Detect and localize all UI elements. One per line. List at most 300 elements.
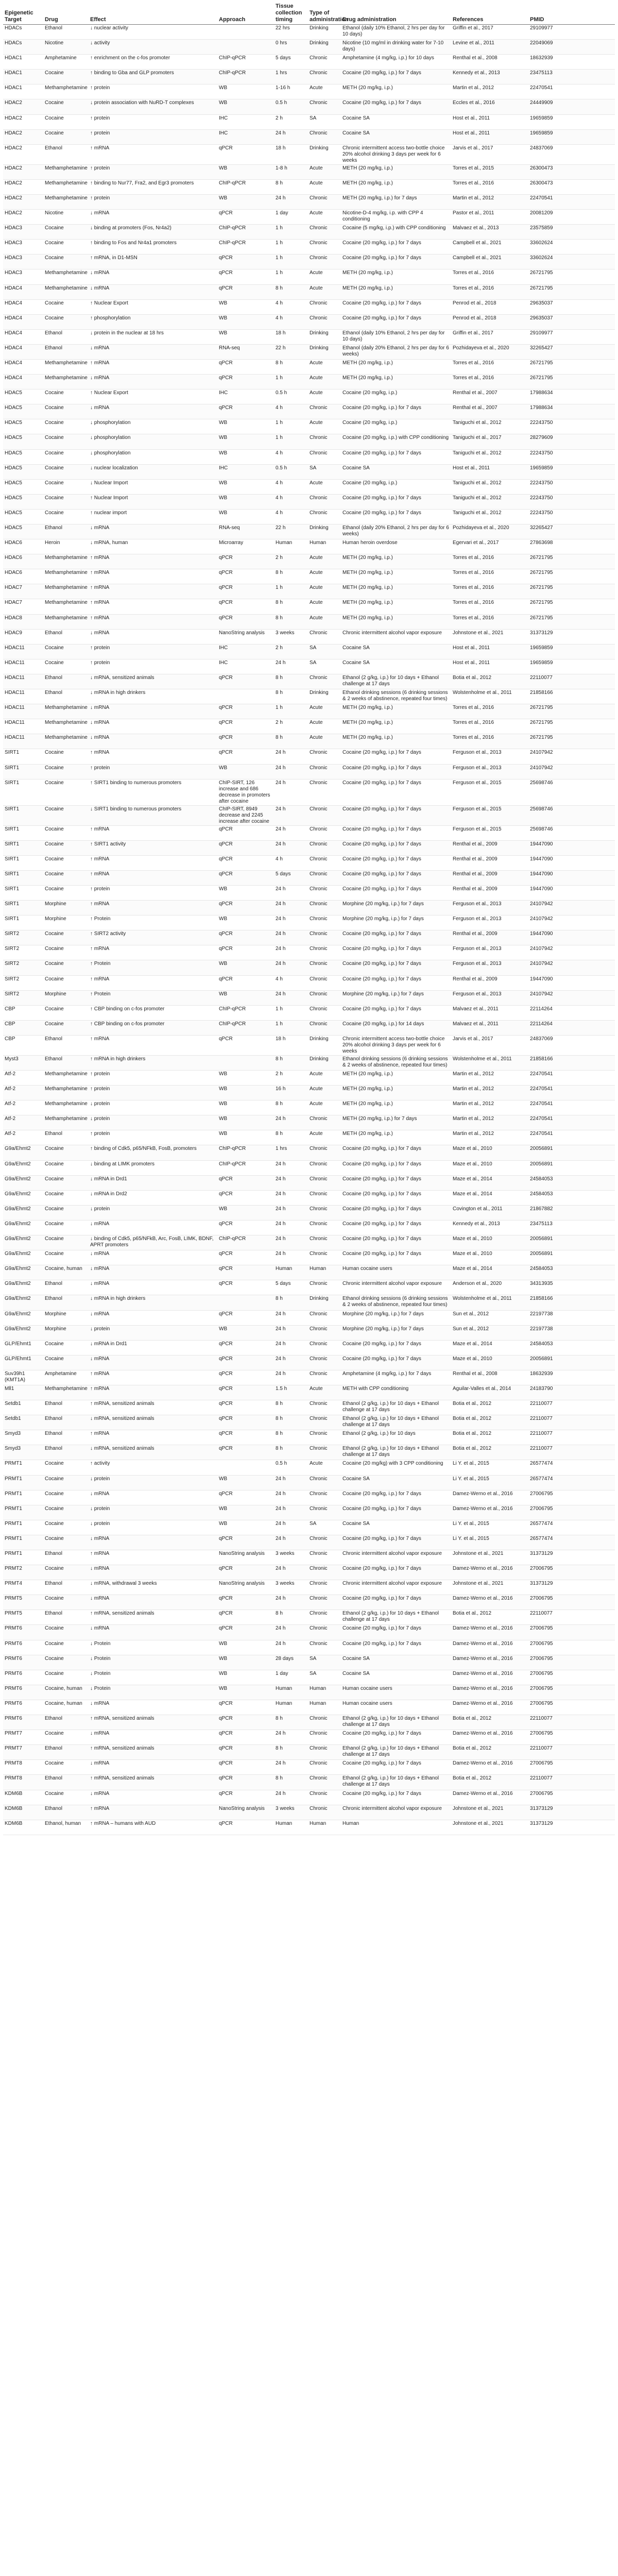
approach-cell: [217, 1295, 274, 1310]
table-row: [3, 1370, 615, 1385]
tissue-timing-cell: 18 h: [274, 144, 308, 164]
approach-cell: NanoString analysis: [217, 1805, 274, 1820]
effect-cell: ↓ protein: [89, 1325, 217, 1340]
tissue-timing-cell: 1 h: [274, 419, 308, 434]
administration-type-cell: Chronic: [308, 1475, 341, 1490]
tissue-timing-cell: 24 h: [274, 1730, 308, 1745]
approach-cell: qPCR: [217, 870, 274, 885]
reference-cell: Torres et al., 2016: [451, 375, 528, 389]
table-row: [3, 1475, 615, 1490]
drug-administration-cell: METH (20 mg/kg, i.p.): [341, 269, 451, 284]
approach-cell: qPCR: [217, 1730, 274, 1745]
pmid-cell: 22470541: [528, 1086, 615, 1100]
drug-administration-cell: Ethanol (daily 20% Ethanol, 2 hrs per day for 6 weeks): [341, 344, 451, 359]
reference-cell: Sun et al., 2012: [451, 1325, 528, 1340]
administration-type-cell: Chronic: [308, 629, 341, 644]
table-row: [3, 704, 615, 719]
epigenetic-target-cell: PRMT6: [3, 1670, 43, 1685]
epigenetic-target-cell: HDAC11: [3, 704, 43, 719]
approach-cell: ChIP-SIRT, 126 increase and 686 decrease in promoters after cocaine: [217, 779, 274, 805]
table-row: [3, 269, 615, 284]
epigenetic-target-cell: G9a/Ehmt2: [3, 1325, 43, 1340]
table-row: [3, 599, 615, 614]
reference-cell: Maze et al., 2014: [451, 1265, 528, 1280]
pmid-cell: 31373129: [528, 629, 615, 644]
epigenetic-target-cell: HDAC1: [3, 55, 43, 70]
pmid-cell: 22110077: [528, 1445, 615, 1460]
effect-cell: ↓ mRNA: [89, 1280, 217, 1295]
reference-cell: Jarvis et al., 2017: [451, 1035, 528, 1055]
drug-cell: Cocaine: [43, 1730, 89, 1745]
pmid-cell: 26577474: [528, 1460, 615, 1475]
tissue-timing-cell: 24 h: [274, 1505, 308, 1520]
administration-type-cell: Chronic: [308, 1325, 341, 1340]
administration-type-cell: Drinking: [308, 40, 341, 55]
epigenetic-target-cell: G9a/Ehmt2: [3, 1295, 43, 1310]
drug-administration-cell: Cocaine (20 mg/kg, i.p.) for 7 days: [341, 70, 451, 84]
effect-cell: ↑ binding to Fos and Nr4a1 promoters: [89, 240, 217, 255]
approach-cell: qPCR: [217, 1430, 274, 1445]
effect-cell: ↑ mRNA: [89, 1035, 217, 1055]
epigenetic-target-cell: PRMT6: [3, 1625, 43, 1640]
effect-cell: ↑ protein: [89, 1086, 217, 1100]
effect-cell: ↑ protein: [89, 885, 217, 900]
table-row: [3, 1595, 615, 1610]
pmid-cell: 26721795: [528, 375, 615, 389]
drug-cell: Cocaine: [43, 1505, 89, 1520]
tissue-timing-cell: 24 h: [274, 1175, 308, 1190]
drug-cell: Ethanol: [43, 329, 89, 344]
effect-cell: ↓ protein: [89, 1505, 217, 1520]
pmid-cell: 22110077: [528, 1610, 615, 1625]
drug-cell: Ethanol: [43, 1550, 89, 1565]
table-row: [3, 164, 615, 179]
pmid-cell: 22470541: [528, 84, 615, 99]
effect-cell: ↑ mRNA, sensitized animals: [89, 1715, 217, 1730]
pmid-cell: 19659859: [528, 464, 615, 479]
reference-cell: Renthal et al., 2009: [451, 930, 528, 945]
effect-cell: ↑ protein: [89, 129, 217, 144]
drug-administration-cell: Morphine (20 mg/kg, i.p.) for 7 days: [341, 990, 451, 1005]
effect-cell: ↑ protein: [89, 1071, 217, 1086]
tissue-timing-cell: 0.5 h: [274, 389, 308, 404]
approach-cell: ChIP-qPCR: [217, 55, 274, 70]
table-row: [3, 840, 615, 855]
reference-cell: Martin et al., 2012: [451, 1130, 528, 1145]
effect-cell: ↓ protein: [89, 1205, 217, 1220]
table-row: [3, 749, 615, 764]
tissue-timing-cell: 24 h: [274, 1205, 308, 1220]
administration-type-cell: Chronic: [308, 1005, 341, 1020]
administration-type-cell: Drinking: [308, 1055, 341, 1070]
tissue-timing-cell: 8 h: [274, 284, 308, 299]
epigenetic-target-cell: HDAC11: [3, 644, 43, 659]
table-row: [3, 404, 615, 419]
administration-type-cell: Chronic: [308, 129, 341, 144]
epigenetic-target-cell: HDAC5: [3, 494, 43, 509]
drug-cell: Cocaine: [43, 1790, 89, 1805]
approach-cell: qPCR: [217, 1715, 274, 1730]
pmid-cell: 24107942: [528, 960, 615, 975]
drug-cell: Cocaine: [43, 419, 89, 434]
tissue-timing-cell: 1 h: [274, 1020, 308, 1035]
reference-cell: Torres et al., 2016: [451, 554, 528, 569]
reference-cell: Martin et al., 2012: [451, 1115, 528, 1130]
tissue-timing-cell: 3 weeks: [274, 1805, 308, 1820]
administration-type-cell: Chronic: [308, 945, 341, 960]
table-row: [3, 1430, 615, 1445]
drug-administration-cell: METH (20 mg/kg, i.p.): [341, 1071, 451, 1086]
tissue-timing-cell: 24 h: [274, 805, 308, 825]
administration-type-cell: Acute: [308, 719, 341, 734]
effect-cell: ↑ mRNA, in D1-MSN: [89, 255, 217, 269]
effect-cell: ↓ Nuclear Import: [89, 479, 217, 494]
tissue-timing-cell: 4 h: [274, 314, 308, 329]
table-row: [3, 299, 615, 314]
reference-cell: Griffin et al., 2017: [451, 329, 528, 344]
drug-administration-cell: Cocaine (20 mg/kg, i.p.) for 7 days: [341, 975, 451, 990]
drug-administration-cell: Cocaine (20 mg/kg, i.p.) for 7 days: [341, 870, 451, 885]
effect-cell: ↓ protein in the nuclear at 18 hrs: [89, 329, 217, 344]
approach-cell: [217, 25, 274, 40]
table-row: [3, 734, 615, 749]
effect-cell: ↓ mRNA in Drd1: [89, 1175, 217, 1190]
tissue-timing-cell: 4 h: [274, 299, 308, 314]
approach-cell: qPCR: [217, 1310, 274, 1325]
epigenetic-target-cell: HDAC1: [3, 70, 43, 84]
effect-cell: ↓ mRNA: [89, 1220, 217, 1235]
data-table: [3, 2, 615, 1835]
drug-cell: Methamphetamine: [43, 194, 89, 209]
administration-type-cell: Human: [308, 1685, 341, 1700]
administration-type-cell: SA: [308, 1670, 341, 1685]
approach-cell: qPCR: [217, 674, 274, 689]
drug-administration-cell: Cocaine (20 mg/kg, i.p.) for 7 days: [341, 840, 451, 855]
approach-cell: IHC: [217, 389, 274, 404]
drug-cell: Cocaine: [43, 1655, 89, 1670]
pmid-cell: 20081209: [528, 210, 615, 225]
reference-cell: Ferguson et al., 2015: [451, 779, 528, 805]
pmid-cell: 27006795: [528, 1490, 615, 1505]
effect-cell: ↓ mRNA, human: [89, 539, 217, 554]
tissue-timing-cell: 0.5 h: [274, 1460, 308, 1475]
effect-cell: ↑ protein: [89, 194, 217, 209]
approach-cell: WB: [217, 1325, 274, 1340]
reference-cell: Host et al., 2011: [451, 644, 528, 659]
epigenetic-target-cell: SIRT1: [3, 825, 43, 840]
epigenetic-target-cell: Suv39h1 (KMT1A): [3, 1370, 43, 1385]
tissue-timing-cell: 18 h: [274, 329, 308, 344]
drug-administration-cell: Chronic intermittent alcohol vapor exposure: [341, 1280, 451, 1295]
effect-cell: ↑ binding to Gba and GLP promoters: [89, 70, 217, 84]
drug-cell: Cocaine: [43, 764, 89, 779]
reference-cell: Torres et al., 2016: [451, 614, 528, 629]
drug-cell: Cocaine: [43, 494, 89, 509]
administration-type-cell: Acute: [308, 734, 341, 749]
drug-cell: Ethanol: [43, 1280, 89, 1295]
drug-administration-cell: Ethanol (2 g/kg, i.p.) for 10 days: [341, 1430, 451, 1445]
reference-cell: Damez-Werno et al., 2016: [451, 1655, 528, 1670]
administration-type-cell: Chronic: [308, 225, 341, 240]
epigenetic-target-cell: HDAC5: [3, 479, 43, 494]
pmid-cell: 27006795: [528, 1565, 615, 1580]
reference-cell: Taniguchi et al., 2017: [451, 434, 528, 449]
reference-cell: Damez-Werno et al., 2016: [451, 1760, 528, 1775]
administration-type-cell: Chronic: [308, 1400, 341, 1415]
table-row: [3, 225, 615, 240]
pmid-cell: 24107942: [528, 901, 615, 916]
pmid-cell: 22470541: [528, 1115, 615, 1130]
tissue-timing-cell: 5 days: [274, 55, 308, 70]
drug-administration-cell: METH (20 mg/kg, i.p.): [341, 719, 451, 734]
drug-administration-cell: Morphine (20 mg/kg, i.p.) for 7 days: [341, 901, 451, 916]
epigenetic-target-cell: HDAC4: [3, 299, 43, 314]
drug-cell: Methamphetamine: [43, 164, 89, 179]
approach-cell: WB: [217, 1670, 274, 1685]
approach-cell: qPCR: [217, 1035, 274, 1055]
administration-type-cell: Chronic: [308, 805, 341, 825]
administration-type-cell: Chronic: [308, 1595, 341, 1610]
pmid-cell: 26577474: [528, 1535, 615, 1550]
table-row: [3, 1250, 615, 1265]
pmid-cell: 17988634: [528, 389, 615, 404]
drug-cell: Cocaine: [43, 855, 89, 870]
epigenetic-target-cell: SIRT1: [3, 916, 43, 930]
administration-type-cell: Chronic: [308, 1745, 341, 1760]
drug-administration-cell: Chronic intermittent access two-bottle choice 20% alcohol drinking 3 days per week for 6 weeks: [341, 1035, 451, 1055]
administration-type-cell: Chronic: [308, 764, 341, 779]
drug-administration-cell: METH (20 mg/kg, i.p.): [341, 359, 451, 374]
table-row: [3, 449, 615, 464]
administration-type-cell: Acute: [308, 704, 341, 719]
pmid-cell: 27006795: [528, 1655, 615, 1670]
epigenetic-target-cell: Smyd3: [3, 1445, 43, 1460]
table-row: [3, 916, 615, 930]
pmid-cell: 31373129: [528, 1550, 615, 1565]
epigenetic-target-cell: Mll1: [3, 1385, 43, 1400]
pmid-cell: 22110077: [528, 1400, 615, 1415]
reference-cell: Wolstenholme et al., 2011: [451, 1295, 528, 1310]
pmid-cell: 24107942: [528, 749, 615, 764]
approach-cell: WB: [217, 1115, 274, 1130]
reference-cell: Host et al., 2011: [451, 464, 528, 479]
approach-cell: ChIP-qPCR: [217, 179, 274, 194]
drug-administration-cell: Ethanol (daily 10% Ethanol, 2 hrs per day for 10 days): [341, 329, 451, 344]
tissue-timing-cell: 24 h: [274, 1340, 308, 1355]
epigenetic-target-cell: G9a/Ehmt2: [3, 1310, 43, 1325]
reference-cell: Renthal et al., 2009: [451, 870, 528, 885]
pmid-cell: 24584053: [528, 1265, 615, 1280]
pmid-cell: 26721795: [528, 734, 615, 749]
drug-cell: Cocaine: [43, 1005, 89, 1020]
effect-cell: ↑ mRNA: [89, 749, 217, 764]
tissue-timing-cell: 24 h: [274, 1520, 308, 1535]
effect-cell: ↑ binding to Nur77, Fra2, and Egr3 promoters: [89, 179, 217, 194]
epigenetic-target-cell: PRMT7: [3, 1745, 43, 1760]
effect-cell: ↑ Protein: [89, 960, 217, 975]
administration-type-cell: Chronic: [308, 1430, 341, 1445]
effect-cell: ↓ mRNA in Drd1: [89, 1340, 217, 1355]
tissue-timing-cell: 5 days: [274, 1280, 308, 1295]
reference-cell: Campbell et al., 2021: [451, 255, 528, 269]
epigenetic-target-cell: KDM6B: [3, 1820, 43, 1835]
effect-cell: ↓ mRNA: [89, 1700, 217, 1715]
effect-cell: ↓ mRNA, withdrawal 3 weeks: [89, 1580, 217, 1595]
administration-type-cell: Acute: [308, 479, 341, 494]
reference-cell: Ferguson et al., 2015: [451, 805, 528, 825]
table-row: [3, 805, 615, 825]
administration-type-cell: Acute: [308, 179, 341, 194]
effect-cell: ↓ protein: [89, 1115, 217, 1130]
table-row: [3, 1730, 615, 1745]
reference-cell: Levine et al., 2011: [451, 40, 528, 55]
pmid-cell: 26721795: [528, 584, 615, 599]
tissue-timing-cell: 1.5 h: [274, 1385, 308, 1400]
drug-cell: Methamphetamine: [43, 1385, 89, 1400]
approach-cell: RNA-seq: [217, 344, 274, 359]
table-row: [3, 1790, 615, 1805]
epigenetic-target-cell: HDAC11: [3, 734, 43, 749]
effect-cell: ↓ mRNA: [89, 269, 217, 284]
reference-cell: Host et al., 2011: [451, 659, 528, 674]
approach-cell: IHC: [217, 644, 274, 659]
drug-administration-cell: Cocaine (20 mg/kg, i.p.) for 7 days: [341, 825, 451, 840]
tissue-timing-cell: 24 h: [274, 1370, 308, 1385]
epigenetic-target-cell: HDAC2: [3, 179, 43, 194]
drug-cell: Cocaine, human: [43, 1685, 89, 1700]
approach-cell: qPCR: [217, 945, 274, 960]
pmid-cell: 26300473: [528, 179, 615, 194]
tissue-timing-cell: 24 h: [274, 901, 308, 916]
drug-cell: Methamphetamine: [43, 1100, 89, 1115]
reference-cell: Pozhidayeva et al., 2020: [451, 524, 528, 539]
table-row: [3, 1340, 615, 1355]
drug-administration-cell: Ethanol drinking sessions (6 drinking sessions & 2 weeks of abstinence, repeated four times): [341, 689, 451, 704]
administration-type-cell: Acute: [308, 1086, 341, 1100]
table-row: [3, 25, 615, 40]
effect-cell: ↑ mRNA: [89, 1370, 217, 1385]
pmid-cell: 24837069: [528, 144, 615, 164]
effect-cell: ↑ mRNA: [89, 945, 217, 960]
table-row: [3, 975, 615, 990]
table-row: [3, 1655, 615, 1670]
approach-cell: qPCR: [217, 599, 274, 614]
approach-cell: RNA-seq: [217, 524, 274, 539]
epigenetic-target-cell: G9a/Ehmt2: [3, 1280, 43, 1295]
epigenetic-target-cell: G9a/Ehmt2: [3, 1145, 43, 1160]
reference-cell: Ferguson et al., 2013: [451, 916, 528, 930]
tissue-timing-cell: 24 h: [274, 1355, 308, 1370]
approach-cell: ChIP-SIRT, 8949 decrease and 2245 increase after cocaine: [217, 805, 274, 825]
drug-administration-cell: METH with CPP conditioning: [341, 1385, 451, 1400]
approach-cell: [217, 689, 274, 704]
effect-cell: ↓ protein: [89, 1520, 217, 1535]
approach-cell: qPCR: [217, 1190, 274, 1205]
administration-type-cell: Chronic: [308, 1760, 341, 1775]
drug-cell: Cocaine: [43, 129, 89, 144]
drug-administration-cell: Human: [341, 1820, 451, 1835]
drug-administration-cell: Chronic intermittent alcohol vapor exposure: [341, 629, 451, 644]
tissue-timing-cell: 24 h: [274, 1115, 308, 1130]
drug-cell: Methamphetamine: [43, 554, 89, 569]
approach-cell: ChIP-qPCR: [217, 1005, 274, 1020]
epigenetic-target-cell: Setdb1: [3, 1400, 43, 1415]
epigenetic-target-cell: Setdb1: [3, 1415, 43, 1430]
tissue-timing-cell: 1 h: [274, 269, 308, 284]
tissue-timing-cell: 24 h: [274, 1760, 308, 1775]
drug-administration-cell: Cocaine (20 mg/kg, i.p.) for 7 days: [341, 945, 451, 960]
administration-type-cell: Chronic: [308, 299, 341, 314]
table-header-row: [3, 2, 615, 25]
tissue-timing-cell: 8 h: [274, 1445, 308, 1460]
administration-type-cell: Acute: [308, 210, 341, 225]
epigenetic-target-cell: HDAC5: [3, 524, 43, 539]
approach-cell: WB: [217, 1685, 274, 1700]
table-row: [3, 314, 615, 329]
epigenetic-target-cell: HDAC5: [3, 434, 43, 449]
approach-cell: qPCR: [217, 1565, 274, 1580]
epigenetic-target-cell: SIRT2: [3, 960, 43, 975]
administration-type-cell: Acute: [308, 1460, 341, 1475]
table-row: [3, 855, 615, 870]
drug-administration-cell: METH (20 mg/kg, i.p.): [341, 614, 451, 629]
administration-type-cell: Acute: [308, 1100, 341, 1115]
table-row: [3, 1745, 615, 1760]
drug-cell: Cocaine: [43, 240, 89, 255]
pmid-cell: 27863698: [528, 539, 615, 554]
drug-cell: Ethanol: [43, 1055, 89, 1070]
table-row: [3, 870, 615, 885]
effect-cell: ↑ mRNA, sensitized animals: [89, 1745, 217, 1760]
drug-cell: Morphine: [43, 901, 89, 916]
drug-cell: Methamphetamine: [43, 359, 89, 374]
reference-cell: Torres et al., 2016: [451, 179, 528, 194]
drug-cell: Cocaine: [43, 840, 89, 855]
administration-type-cell: Chronic: [308, 825, 341, 840]
reference-cell: Penrod et al., 2018: [451, 299, 528, 314]
reference-cell: Ferguson et al., 2013: [451, 990, 528, 1005]
approach-cell: IHC: [217, 114, 274, 129]
table-row: [3, 885, 615, 900]
approach-cell: qPCR: [217, 255, 274, 269]
approach-cell: WB: [217, 1100, 274, 1115]
approach-cell: WB: [217, 329, 274, 344]
drug-cell: Ethanol, human: [43, 1820, 89, 1835]
administration-type-cell: Chronic: [308, 960, 341, 975]
tissue-timing-cell: 8 h: [274, 1100, 308, 1115]
drug-cell: Methamphetamine: [43, 569, 89, 584]
reference-cell: Botia et al., 2012: [451, 674, 528, 689]
epigenetic-target-cell: HDAC11: [3, 719, 43, 734]
drug-cell: Cocaine: [43, 1220, 89, 1235]
table-row: [3, 1005, 615, 1020]
drug-cell: Cocaine: [43, 1190, 89, 1205]
drug-administration-cell: METH (20 mg/kg, i.p.) for 7 days: [341, 1115, 451, 1130]
reference-cell: Botia et al., 2012: [451, 1430, 528, 1445]
epigenetic-target-cell: HDAC9: [3, 629, 43, 644]
administration-type-cell: Chronic: [308, 1370, 341, 1385]
table-row: [3, 644, 615, 659]
effect-cell: ↑ mRNA, sensitized animals: [89, 1775, 217, 1790]
drug-administration-cell: Cocaine (20 mg/kg, i.p.) for 7 days: [341, 1340, 451, 1355]
approach-cell: WB: [217, 509, 274, 524]
pmid-cell: 27006795: [528, 1670, 615, 1685]
table-row: [3, 990, 615, 1005]
approach-cell: qPCR: [217, 1490, 274, 1505]
epigenetic-target-cell: Atf-2: [3, 1115, 43, 1130]
pmid-cell: 33602624: [528, 240, 615, 255]
approach-cell: ChIP-qPCR: [217, 240, 274, 255]
